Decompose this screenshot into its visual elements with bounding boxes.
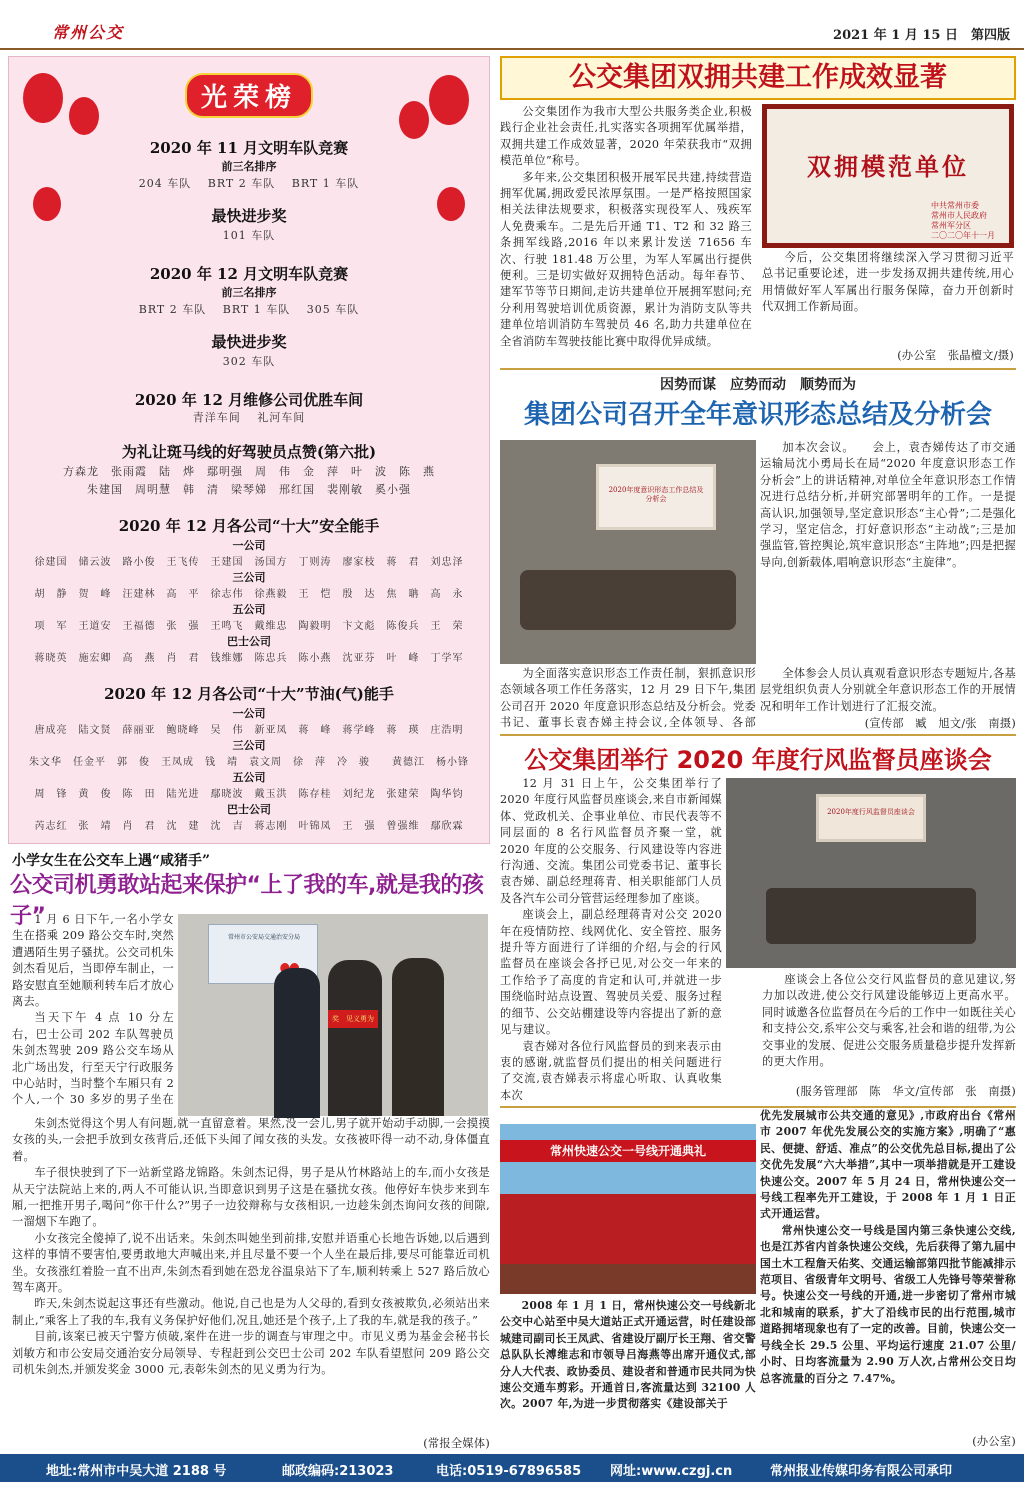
footer-website[interactable]: 网址:www.czgj.cn (610, 1464, 733, 1479)
article-headline: 集团公司召开全年意识形态总结及分析会 (523, 400, 992, 430)
name-list: 项 军 王道安 王福德 张 强 王鸣飞 戴维忠 陶毅明 卞文彪 陈俊兵 王 荣 (34, 621, 464, 632)
company-label: 三公司 (232, 571, 266, 584)
byline: (常报全媒体) (423, 1437, 490, 1450)
footer-phone: 电话:0519-67896585 (436, 1464, 582, 1479)
company-label: 巴士公司 (227, 635, 271, 648)
plaque-line: 常州市人民政府 (931, 211, 987, 220)
name-list: 朱建国 周明慧 韩 清 梁琴娣 邢红国 裴刚敏 奚小强 (87, 483, 411, 496)
footer-printer: 常州报业传媒印务有限公司承印 (770, 1464, 953, 1479)
byline: (服务管理部 陈 华文/宣传部 张 南摄) (795, 1085, 1016, 1098)
article-kicker: 小学女生在公交车上遇“咸猪手” (12, 853, 211, 869)
paragraph: 优先发展城市公共交通的意见》,市政府出台《常州市 2007 年优先发展公交的实施方案》,明确了“惠民、便捷、舒适、准点”的公交优先总目标,提出了公交优先发展“六大举措”,其中一项举措就是开工建设快速公交。2007 年 5 月 24 日，常州快速公交一号线工程率先开工建设，于 2008 年 1 月 1 日正式开通运营。 (760, 1109, 1016, 1221)
article-body (500, 666, 756, 732)
ceremony-photo (500, 1124, 756, 1294)
team-list: 302 车队 (222, 355, 276, 368)
section-title: 2020 年 12 月各公司“十大”节油(气)能手 (104, 685, 394, 703)
section-title: 为礼让斑马线的好驾驶员点赞(第六批) (121, 443, 377, 461)
team-list: 101 车队 (222, 229, 276, 242)
byline: (办公室 张晶檀文/摄) (897, 349, 1014, 362)
team-list: 204 车队 BRT 2 车队 BRT 1 车队 (138, 177, 360, 190)
footer-bar (0, 1454, 1024, 1482)
article-body (760, 440, 1016, 664)
meeting-photo (726, 778, 1016, 968)
company-label: 五公司 (232, 603, 266, 616)
award-title: 最快进步奖 (211, 333, 287, 351)
paragraph: 加本次会议。 会上，袁杏娣传达了市交通运输局沈小勇局长在局“2020 年度意识形态工作分析会”上的讲话精神,对单位全年意识形态工作情况进行总结分析,并研究部署明年的工作。一是提高认识,加强领导,坚定意识形态“主心骨”;二是强化学习，坚定信念，打好意识形态“主动战”;三是加强监管,管控舆论,筑牢意识形态“主阵地”;四是把握导向,创新载体,唱响意识形态“主旋律”。 (760, 441, 1016, 569)
article-kicker: 因势而谋 应势而动 顺势而为 (660, 377, 856, 393)
paragraph: 常州快速公交一号线是国内第三条快速公交线,也是江苏省内首条快速公交线，先后获得了第九届中国土木工程詹天佑奖、交通运输部第四批节能减排示范项目、省级青年文明号、省级工人先锋号等荣誉称号。快速公交一号线的开通,进一步密切了常州市城北和城南的联系，扩大了沿线市民的出行范围,城市道路拥堵现象也有了一定的改善。目前，快速公交一号线全长 29.5 公里、平均运行速度 21.07 公里/小时、日均客流量为 2.90 万人次,占常州公交日均总客流量的百分之 7.47%。 (760, 1223, 1016, 1385)
section-title: 2020 年 12 月各公司“十大”安全能手 (118, 517, 380, 535)
paragraph: 1 月 6 日下午,一名小学女生在搭乘 209 路公交车时,突然遭遇陌生男子骚扰。公交司机朱剑杰看见后，当即停车制止，一路安慰直至她顺利转车后才放心离去。 (12, 913, 174, 1009)
company-label: 一公司 (232, 539, 266, 552)
name-list: 朱文华 任金平 郭 俊 王凤成 钱 靖 袁文周 徐 萍 冷 骏 黄德江 杨小锋 (29, 757, 469, 768)
name-list: 芮志红 张 靖 肖 君 沈 建 沈 吉 蒋志刚 叶锦凤 王 强 曾强维 鄢欣霖 (34, 821, 464, 832)
article-body (12, 912, 174, 1108)
article-body (760, 1108, 1016, 1436)
paragraph: 今后，公交集团将继续深入学习贯彻习近平总书记重要论述，进一步发扬双拥共建传统,用心用情做好军人军属出行服务保障，奋力开创新时代双拥工作新局面。 (762, 251, 1014, 314)
screen-text: 2020年度行风监督员座谈会 (827, 808, 915, 816)
footer-postcode: 邮政编码:213023 (282, 1464, 394, 1479)
article-headline: 公交司机勇敢站起来保护“上了我的车,就是我的孩子” (10, 873, 484, 929)
article-body (500, 1298, 756, 1444)
divider (500, 734, 1016, 736)
masthead-logo: 常州公交 (52, 23, 125, 42)
name-list: 方森龙 张雨霞 陆 烨 鄢明强 周 伟 金 萍 叶 波 陈 燕 (63, 465, 435, 478)
meeting-photo (500, 440, 756, 664)
plaque-photo (762, 104, 1014, 248)
company-label: 巴士公司 (227, 803, 271, 816)
section-title: 2020 年 12 月维修公司优胜车间 (134, 391, 364, 409)
paragraph: 座谈会上各位公交行风监督员的意见建议,努力加以改进,使公交行风建设能够迈上更高水平。同时诚邀各位监督员在今后的工作中一如既往关心和支持公交,系牢公交与乘客,社会和谐的纽带,为公交事业的发展、促进公交服务质量稳步提升发挥新的更大作用。 (762, 973, 1016, 1069)
honor-roll-panel (8, 56, 490, 844)
paragraph: 公交集团作为我市大型公共服务类企业,积极践行企业社会责任,扎实落实各项拥军优属举措，双拥共建工作成效显著，2020 年荣获我市“双拥模范单位”称号。 (500, 105, 752, 168)
paragraph: 袁杏娣对各位行风监督员的到来表示由衷的感谢,就监督员们提出的相关问题进行了交流,袁杏娣表示将虚心听取、认真收集本次 (500, 1039, 722, 1102)
wall-label: 常州市公安局交通治安分局 (227, 934, 300, 941)
screen-text: 2020年度意识形态工作总结及分析会 (608, 486, 704, 503)
footer-address: 地址:常州市中吴大道 2188 号 (46, 1464, 227, 1479)
paragraph: 车子很快驶到了下一站新堂路龙锦路。朱剑杰记得，男子是从竹林路站上的车,而小女孩是从天宁法院站上来的,两人不可能认识,当即意识到男子这是在骚扰女孩。他停好车快步来到车厢,一把推开男子,喝问“你干什么?”男子一边狡辩称与女孩相识,一边趁朱剑杰询问女孩的间隙,一溜烟下车跑了。 (12, 1166, 490, 1229)
name-list: 蒋晓英 施宏卿 高 燕 肖 君 钱维娜 陈忠兵 陈小燕 沈亚芬 叶 峰 丁学军 (34, 653, 464, 664)
name-list: 徐建国 储云波 路小俊 王飞传 王建国 汤国方 丁则涛 廖家枝 蒋 君 刘忠泽 (34, 557, 464, 568)
section-title: 2020 年 12 月文明车队竞赛 (149, 265, 349, 283)
section-title: 2020 年 11 月文明车队竞赛 (149, 139, 349, 157)
article-body (500, 776, 722, 1134)
divider (500, 368, 1016, 370)
paragraph: 当天下午 4 点 10 分左右，巴士公司 202 车队驾驶员朱剑杰驾驶 209 路公交车场从北广场出发，行至天宁行政服务中心站时，当时整个车厢只有 2 个人,一个 30 多岁的男子坐在 (12, 1011, 174, 1107)
paragraph: 全体参会人员认真观看意识形态专题短片,各基层党组织负责人分别就全年意识形态工作的开展情况和明年工作计划进行了汇报交流。 (760, 667, 1016, 713)
paragraph: 12 月 31 日上午，公交集团举行了 2020 年度行风监督员座谈会,来自市新闻媒体、党政机关、企事业单位、市民代表等不同层面的 8 名行风监督员齐聚一堂，就 2020 年度的公交服务、行风建设等内容进行沟通、交流。集团公司党委书记、董事长袁杏娣、副总经理蒋青、相关职能部门人员及各汽车公司分管营运经理参加了座谈。 (500, 777, 722, 905)
paragraph: 小女孩完全傻掉了,说不出话来。朱剑杰叫她坐到前排,安慰并语重心长地告诉她,以后遇到这样的事情不要害怕,要勇敢地大声喊出来,并且尽量不要一个人坐在最后排,要尽可能靠近司机坐。女孩涨红着脸一直不出声,朱剑杰看到她在恐龙谷温泉站下了车,顺利转乘上 527 路后放心驾车离开。 (12, 1231, 490, 1295)
article-headline: 公交集团双拥共建工作成效显著 (500, 56, 1016, 100)
article-headline: 公交集团举行 2020 年度行风监督员座谈会 (524, 746, 992, 774)
article-body (762, 250, 1014, 348)
plaque-line: 二〇二〇年十一月 (931, 231, 995, 240)
article-body (760, 666, 1016, 716)
company-label: 三公司 (232, 739, 266, 752)
name-list: 胡 静 贺 峰 汪建林 高 平 徐志伟 徐燕毅 王 恺 殷 达 焦 聃 高 永 (34, 589, 464, 600)
section-subtitle: 前三名排序 (221, 160, 277, 173)
honor-title: 光荣榜 (185, 73, 313, 118)
paragraph: 朱剑杰觉得这个男人有问题,就一直留意着。果然,没一会儿,男子就开始动手动脚,一会摸摸女孩的头,一会把手放到女孩背后,还低下头闻了闻女孩的头发。女孩被吓得一动不动,身体僵直着。 (12, 1117, 490, 1163)
plaque-line: 中共常州市委 (931, 201, 979, 210)
plaque-line: 常州军分区 (931, 221, 971, 230)
top-divider (0, 48, 1024, 50)
dateline: 2021 年 1 月 15 日 第四版 (833, 28, 1010, 43)
paragraph: 目前,该案已被天宁警方侦破,案件在进一步的调查与审理之中。市见义勇为基金会秘书长刘敏方和市公安局交通治安分局领导、专程赶到公交巴士公司 202 车队看望慰问 209 路公交司机朱剑杰,并颁发奖金 3000 元,表彰朱剑杰的见义勇为行为。 (12, 1330, 490, 1377)
paragraph: 座谈会上，副总经理蒋青对公交 2020 年在疫情防控、线网优化、安全管控、服务提升等方面进行了详细的介绍,与会的行风监督员在座谈会各抒已见,对公交一年来的工作给予了高度的肯定和认可,并就进一步围绕临时站点设置、驾驶员关爱、服务过程的细节、公交站棚建设等内容提出了新的意见与建议。 (500, 908, 722, 1037)
paragraph: 2008 年 1 月 1 日，常州快速公交一号线新北公交中心站至中吴大道站正式开通运营，时任建设部城建司副司长王凤武、省建设厅副厅长王翔、省交警总队队长溥维志和市领导吕海燕等出席开通仪式,部分人大代表、政协委员、建设者和普通市民共同为快速公交通车剪彩。开通首日,客流量达到 32100 人次。2007 年,为进一步贯彻落实《建设部关于 (500, 1299, 756, 1411)
company-label: 一公司 (232, 707, 266, 720)
paragraph: 为全面落实意识形态工作责任制，狠抓意识形态领域各项工作任务落实，12 月 29 日下午,集团公司召开 2020 年度意识形态总结及分析会。党委书记、董事长袁杏娣主持会议,全体领导、各部 (500, 667, 756, 730)
byline: (宣传部 臧 旭文/张 南摄) (864, 717, 1016, 730)
team-list: BRT 2 车队 BRT 1 车队 305 车队 (138, 303, 360, 316)
paragraph: 昨天,朱剑杰说起这事还有些激动。他说,自己也是为人父母的,看到女孩被欺负,必须站出来制止,“乘客上了我的车,我有义务保护好他们,况且,她还是个孩子,上了我的车,就是我的孩子。” (12, 1297, 490, 1327)
award-banner: 奖 见义勇为 (328, 1010, 378, 1028)
company-label: 五公司 (232, 771, 266, 784)
name-list: 周 锋 黄 俊 陈 田 陆光进 鄢晓波 戴玉洪 陈存桂 刘纪龙 张建荣 陶华钧 (34, 789, 464, 800)
paragraph: 多年来,公交集团积极开展军民共建,持续营造拥军优属,拥政爱民浓厚氛围。一是严格按照国家相关法律法规要求，积极落实现役军人、残疾军人免费乘车。二是先后开通 T1、T2 和 32 路三条拥军线路,2016 年以来累计发送 71656 车次、行驶 181.48 万公里，为军人军属出行提供便利。三是切实做好双拥特色活动。每年春节、建军节等节日期间,走访共建单位开展拥军慰问;充分利用驾驶培训优质资源，累计为消防支队等共建单位培训消防车驾驶员 46 名,助力共建单位在全省消防车驾驶技能比赛中取得优异成绩。 (500, 170, 752, 348)
plaque-title: 双拥模范单位 (807, 152, 969, 181)
byline: (办公室) (972, 1435, 1016, 1448)
article-body (12, 1116, 490, 1436)
article-body (500, 104, 752, 366)
workshop-list: 青洋车间 礼河车间 (192, 411, 306, 424)
ceremony-banner: 常州快速公交一号线开通典礼 (500, 1140, 756, 1162)
award-title: 最快进步奖 (211, 207, 287, 225)
award-photo (178, 914, 488, 1116)
article-body (762, 972, 1016, 1084)
name-list: 唐成亮 陆文贤 薛丽亚 鲍晓峰 吴 伟 新亚凤 蒋 峰 蒋学峰 蒋 瑛 庄浩明 (34, 725, 464, 736)
section-subtitle: 前三名排序 (221, 286, 277, 299)
